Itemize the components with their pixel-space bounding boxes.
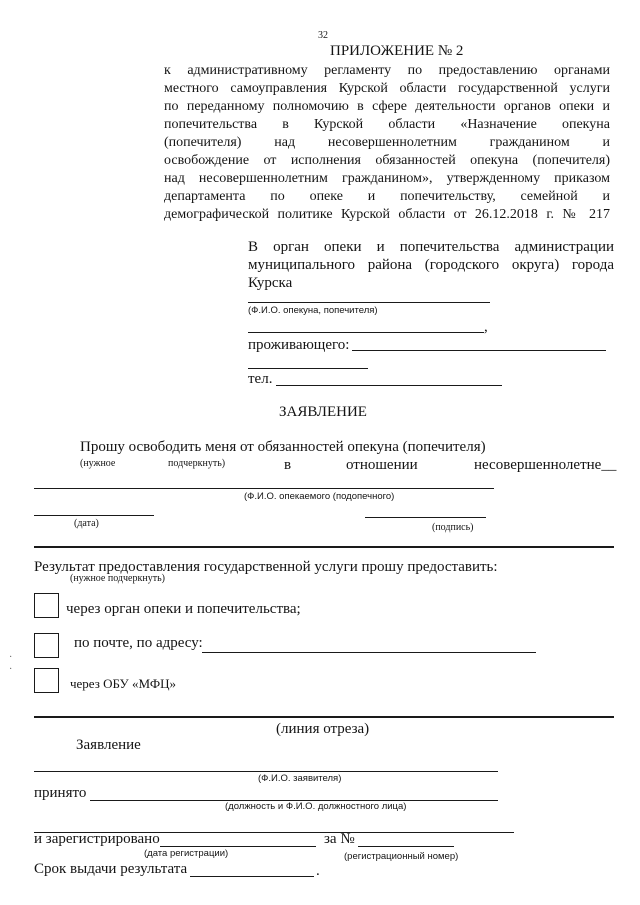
accepted-label: принято — [34, 785, 87, 801]
ward-name-caption: (Ф.И.О. опекаемого (подопечного) — [244, 491, 395, 502]
option-label-guardianship: через орган опеки и попечительства; — [66, 601, 301, 617]
in-label: в — [284, 457, 292, 473]
ward-name-field[interactable] — [34, 488, 494, 489]
date-caption: (дата) — [74, 518, 99, 529]
addressee-line: Курска — [248, 275, 293, 291]
margin-mark: · — [9, 664, 13, 675]
option-checkbox-guardianship[interactable] — [34, 593, 59, 618]
registered-label: и зарегистрировано — [34, 831, 160, 847]
cut-line-label: (линия отреза) — [276, 721, 370, 737]
appendix-line: освобождение от исполнения обязанностей опекуна (попечителя) — [164, 153, 610, 168]
address-field[interactable] — [352, 350, 606, 351]
divider — [34, 546, 614, 548]
residing-label: проживающего: — [248, 337, 350, 353]
cut-line — [34, 716, 614, 718]
registration-number-field[interactable] — [358, 846, 454, 847]
address-field-2[interactable] — [248, 368, 368, 369]
guardian-name-caption: (Ф.И.О. опекуна, попечителя) — [248, 305, 378, 316]
mail-address-field[interactable] — [202, 652, 536, 653]
statement-title: ЗАЯВЛЕНИЕ — [279, 404, 367, 420]
appendix-line: (попечителя) над несовершеннолетним гражданином и — [164, 135, 610, 150]
date-field[interactable] — [34, 515, 154, 516]
appendix-line: департамента по опеке и попечительству, семейной и — [164, 189, 610, 204]
deadline-label: Срок выдачи результата — [34, 861, 188, 877]
deadline-field[interactable] — [190, 876, 314, 877]
applicant-name-field[interactable] — [34, 771, 498, 772]
official-caption: (должность и Ф.И.О. должностного лица) — [225, 801, 407, 812]
appendix-line: попечительства в Курской области «Назначение опекуна — [164, 117, 610, 132]
appendix-title: ПРИЛОЖЕНИЕ № 2 — [330, 43, 464, 59]
guardian-name-field-2[interactable] — [248, 332, 484, 333]
registration-date-field[interactable] — [160, 846, 316, 847]
appendix-line: к административному регламенту по предоставлению органами — [164, 63, 610, 78]
appendix-line: над несовершеннолетним гражданином», утвержденному приказом — [164, 171, 610, 186]
appendix-line: местного самоуправления Курской области государственной услуги — [164, 81, 610, 96]
result-caption: (нужное подчеркнуть) — [70, 573, 165, 584]
deadline-period: . — [316, 863, 320, 879]
reg-number-caption: (регистрационный номер) — [344, 851, 459, 862]
reg-date-caption: (дата регистрации) — [144, 848, 229, 859]
underline-label: подчеркнуть) — [168, 458, 226, 469]
relation-label: отношении — [346, 457, 418, 473]
applicant-caption: (Ф.И.О. заявителя) — [258, 773, 342, 784]
needed-label: (нужное — [80, 458, 116, 469]
minor-label: несовершеннолетне__ — [474, 457, 617, 473]
addressee-line: В орган опеки и попечительства администрации — [248, 239, 614, 255]
phone-label: тел. — [248, 371, 273, 387]
signature-caption: (подпись) — [432, 522, 474, 533]
signature-field[interactable] — [365, 517, 486, 518]
option-label-mfc: через ОБУ «МФЦ» — [70, 676, 177, 691]
page-number: 32 — [318, 30, 328, 41]
option-label-mail: по почте, по адресу: — [74, 635, 203, 651]
request-text: Прошу освободить меня от обязанностей опекуна (попечителя) — [80, 439, 486, 455]
addressee-line: муниципального района (городского округа) города — [248, 257, 614, 273]
option-checkbox-mfc[interactable] — [34, 668, 59, 693]
comma: , — [484, 319, 488, 335]
appendix-line: демографической политике Курской области от 26.12.2018 г. № 217 — [164, 207, 610, 222]
margin-mark: · — [9, 652, 13, 663]
phone-field[interactable] — [276, 385, 502, 386]
number-label: за № — [324, 831, 355, 847]
guardian-name-field[interactable] — [248, 302, 490, 303]
appendix-line: по переданному полномочию в сфере деятельности органов опеки и — [164, 99, 610, 114]
result-text: Результат предоставления государственной услуги прошу предоставить: — [34, 559, 498, 575]
option-checkbox-mail[interactable] — [34, 633, 59, 658]
tear-statement-label: Заявление — [76, 737, 141, 753]
